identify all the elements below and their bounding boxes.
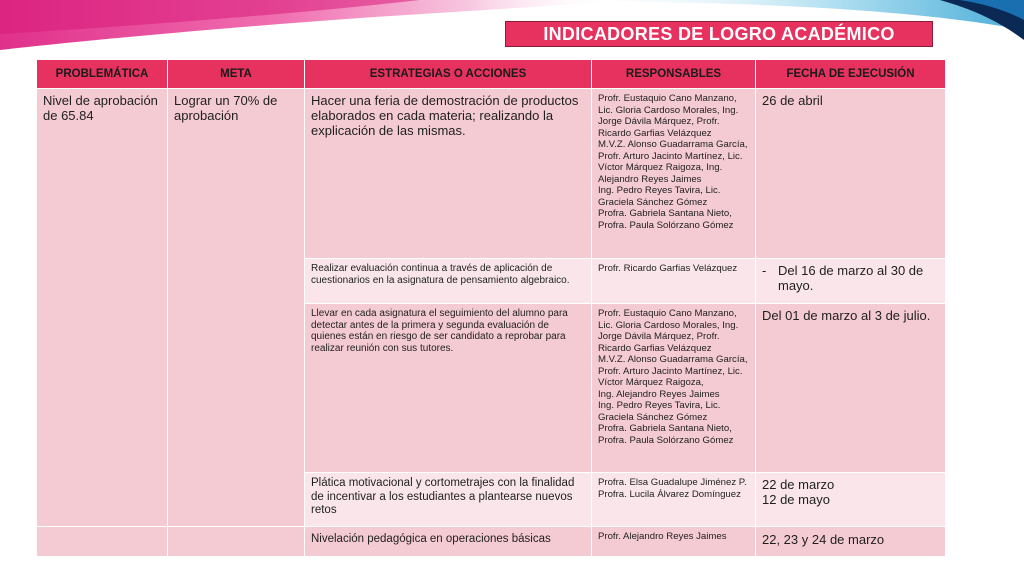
responsables-cell [592, 473, 756, 527]
fecha-text: Del 01 de marzo al 3 de julio. [762, 308, 931, 323]
meta-cell [168, 89, 305, 527]
responsables-cell [592, 527, 756, 557]
fecha-text: 12 de mayo [762, 492, 830, 507]
fecha-text: Del 16 de marzo al 30 de mayo. [778, 263, 924, 293]
table-row [37, 89, 946, 259]
responsables-cell [592, 304, 756, 473]
responsables-line: Profr. Eustaquio Cano Manzano, Lic. Gloria Cardoso Morales, Ing. Jorge Dávila Márquez, Profr. Ricardo Garfias Velázquez [598, 308, 739, 354]
header-meta: META [168, 60, 305, 89]
responsables-line: Profr. Eustaquio Cano Manzano, Lic. Gloria Cardoso Morales, Ing. Jorge Dávila Márquez, Profr. Ricardo Garfias Velázquez [598, 93, 739, 139]
page-title: INDICADORES DE LOGRO ACADÉMICO [505, 21, 933, 47]
estrategia-cell [305, 473, 592, 527]
header-estrategias: ESTRATEGIAS O ACCIONES [305, 60, 592, 89]
estrategia-text: Llevar en cada asignatura el seguimiento del alumno para detectar antes de la primera y segunda evaluación de quienes están en riesgo de ser candidato a reprobar para realizar reunión con sus tutores. [311, 308, 568, 354]
estrategia-text: Nivelación pedagógica en operaciones básicas [311, 533, 551, 545]
responsables-line: Ing. Alejandro Reyes Jaimes [598, 388, 720, 400]
responsables-cell [592, 259, 756, 304]
table-header-row [37, 60, 946, 89]
fecha-cell [756, 89, 946, 259]
responsables-line: Profra. Gabriela Santana Nieto, Profra. Paula Solórzano Gómez [598, 423, 734, 446]
fecha-text: 26 de abril [762, 93, 823, 108]
indicators-table [36, 59, 946, 557]
fecha-cell [756, 259, 946, 304]
responsables-line: M.V.Z. Alonso Guadarrama García, Profr. Arturo Jacinto Martínez, Lic. Víctor Márquez Raigoza, [598, 354, 748, 388]
responsables-line: Profra. Gabriela Santana Nieto, Profra. Paula Solórzano Gómez [598, 208, 734, 231]
estrategia-cell [305, 89, 592, 259]
fecha-bullet: - [762, 263, 767, 278]
meta-cell-empty [168, 527, 305, 557]
responsables-line: Ing. Pedro Reyes Tavira, Lic. Graciela Sánchez Gómez [598, 185, 721, 208]
header-fecha: FECHA DE EJECUSIÓN [756, 60, 946, 89]
problematica-text: Nivel de aprobación de 65.84 [43, 93, 158, 123]
estrategia-text: Plática motivacional y cortometrajes con la finalidad de incentivar a los estudiantes a plantearse nuevos retos [311, 477, 575, 516]
responsables-line: M.V.Z. Alonso Guadarrama García, Profr. Arturo Jacinto Martínez, Lic. Víctor Márquez Raigoza, Ing. Alejandro Reyes Jaimes [598, 139, 748, 185]
responsables-line: Ing. Pedro Reyes Tavira, Lic. Graciela Sánchez Gómez [598, 400, 721, 423]
estrategia-cell [305, 527, 592, 557]
problematica-cell [37, 89, 168, 527]
fecha-cell [756, 304, 946, 473]
header-problematica: PROBLEMÁTICA [37, 60, 168, 89]
meta-text: Lograr un 70% de aprobación [174, 93, 278, 123]
responsables-cell [592, 89, 756, 259]
responsables-line: Profr. Ricardo Garfias Velázquez [598, 263, 738, 274]
fecha-cell [756, 473, 946, 527]
responsables-line: Profra. Lucila Álvarez Domínguez [598, 488, 741, 500]
estrategia-cell [305, 304, 592, 473]
table-row [37, 527, 946, 557]
header-responsables: RESPONSABLES [592, 60, 756, 89]
estrategia-text: Realizar evaluación continua a través de aplicación de cuestionarios en la asignatura de pensamiento algebraico. [311, 263, 570, 286]
fecha-text: 22, 23 y 24 de marzo [762, 532, 885, 547]
responsables-line: Profr. Alejandro Reyes Jaimes [598, 531, 727, 542]
fecha-text: 22 de marzo [762, 477, 835, 492]
fecha-cell [756, 527, 946, 557]
estrategia-text: Hacer una feria de demostración de productos elaborados en cada materia; realizando la explicación de las mismas. [311, 93, 579, 138]
responsables-line: Profra. Elsa Guadalupe Jiménez P. [598, 477, 747, 488]
problematica-cell-empty [37, 527, 168, 557]
estrategia-cell [305, 259, 592, 304]
